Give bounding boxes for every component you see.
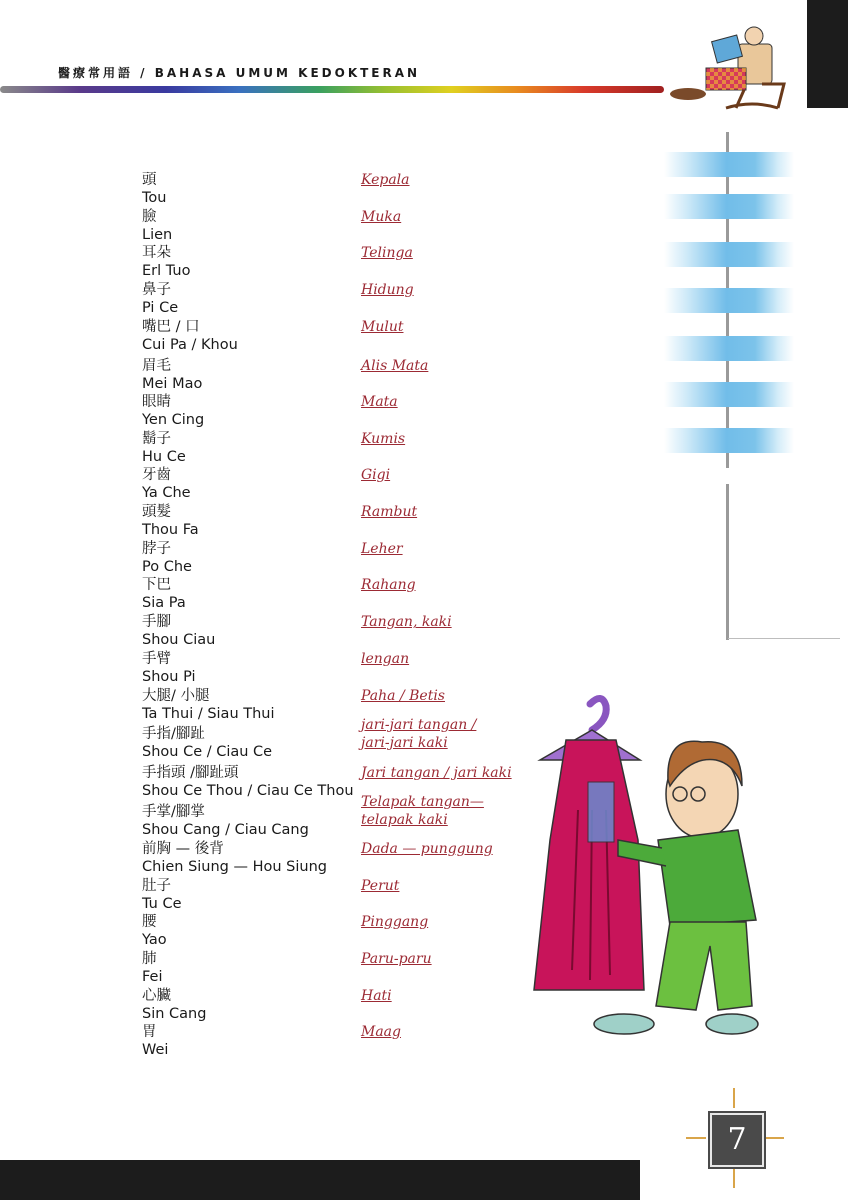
term-chinese-pinyin: 肺 Fei: [142, 951, 163, 985]
term-chinese-pinyin: 眼睛 Yen Cing: [142, 394, 205, 428]
term-malay: Hidung: [361, 282, 414, 298]
term-chinese-pinyin: 下巴 Sia Pa: [142, 577, 186, 611]
horizontal-divider: [728, 638, 840, 639]
term-malay: Dada — punggung: [361, 841, 493, 857]
term-chinese-pinyin: 手臂 Shou Pi: [142, 651, 196, 685]
term-chinese-pinyin: 腰 Yao: [142, 914, 167, 948]
term-malay: Pinggang: [361, 914, 429, 930]
term-chinese-pinyin: 心臟 Sin Cang: [142, 988, 207, 1022]
corner-bar: [807, 0, 848, 108]
term-malay: Muka: [361, 209, 402, 225]
term-chinese-pinyin: 手指/腳趾 Shou Ce / Ciau Ce: [142, 726, 273, 760]
term-malay: Paha / Betis: [361, 688, 445, 704]
header-rainbow-rule: [0, 86, 664, 93]
term-chinese-pinyin: 肚子 Tu Ce: [142, 878, 182, 912]
reading-person-icon: [666, 24, 788, 110]
term-malay: Tangan, kaki: [361, 614, 452, 630]
blue-stripe: [664, 382, 794, 407]
term-chinese-pinyin: 鼻子 Pi Ce: [142, 282, 179, 316]
person-with-dress-icon: [520, 690, 760, 1050]
term-malay: Mulut: [361, 319, 404, 335]
blue-stripe: [664, 288, 794, 313]
term-malay: Telinga: [361, 245, 413, 261]
blue-stripe: [664, 194, 794, 219]
term-malay: Gigi: [361, 467, 391, 483]
term-malay: Hati: [361, 988, 392, 1004]
page-header-title: 醫療常用語 / BAHASA UMUM KEDOKTERAN: [58, 66, 421, 80]
term-chinese-pinyin: 嘴巴 / 口 Cui Pa / Khou: [142, 319, 238, 353]
term-chinese-pinyin: 臉 Lien: [142, 209, 173, 243]
term-chinese-pinyin: 眉毛 Mei Mao: [142, 358, 203, 392]
page-number-ornament-icon: [764, 1137, 784, 1139]
term-malay: Leher: [361, 541, 403, 557]
page-number: 7: [710, 1113, 764, 1167]
blue-stripe: [664, 336, 794, 361]
term-chinese-pinyin: 前胸 — 後背 Chien Siung — Hou Siung: [142, 841, 327, 875]
term-chinese-pinyin: 手指頭 /腳趾頭 Shou Ce Thou / Ciau Ce Thou: [142, 765, 354, 799]
term-chinese-pinyin: 胃 Wei: [142, 1024, 169, 1058]
term-chinese-pinyin: 頭髮 Thou Fa: [142, 504, 199, 538]
term-chinese-pinyin: 耳朵 Erl Tuo: [142, 245, 191, 279]
term-malay: Telapak tangan— telapak kaki: [361, 794, 484, 828]
term-malay: Paru-paru: [361, 951, 432, 967]
term-malay: Maag: [361, 1024, 401, 1040]
page-number-ornament-icon: [733, 1088, 735, 1108]
term-malay: Perut: [361, 878, 400, 894]
term-malay: Alis Mata: [361, 358, 429, 374]
term-chinese-pinyin: 鬍子 Hu Ce: [142, 431, 186, 465]
vertical-divider: [726, 484, 729, 640]
term-malay: Kepala: [361, 172, 410, 188]
blue-stripe: [664, 428, 794, 453]
term-chinese-pinyin: 頭 Tou: [142, 172, 167, 206]
term-malay: Rahang: [361, 577, 416, 593]
blue-stripe: [664, 152, 794, 177]
term-malay: Kumis: [361, 431, 406, 447]
term-chinese-pinyin: 手腳 Shou Ciau: [142, 614, 216, 648]
term-malay: Jari tangan / jari kaki: [361, 765, 512, 781]
term-chinese-pinyin: 牙齒 Ya Che: [142, 467, 191, 501]
page-number-ornament-icon: [733, 1168, 735, 1188]
term-chinese-pinyin: 手掌/腳掌 Shou Cang / Ciau Cang: [142, 804, 309, 838]
footer-bar: [0, 1160, 640, 1200]
term-chinese-pinyin: 大腿/ 小腿 Ta Thui / Siau Thui: [142, 688, 275, 722]
term-malay: Rambut: [361, 504, 418, 520]
term-malay: jari-jari tangan / jari-jari kaki: [361, 717, 477, 751]
page-number-ornament-icon: [686, 1137, 706, 1139]
term-chinese-pinyin: 脖子 Po Che: [142, 541, 192, 575]
blue-stripe: [664, 242, 794, 267]
term-malay: Mata: [361, 394, 398, 410]
term-malay: lengan: [361, 651, 410, 667]
